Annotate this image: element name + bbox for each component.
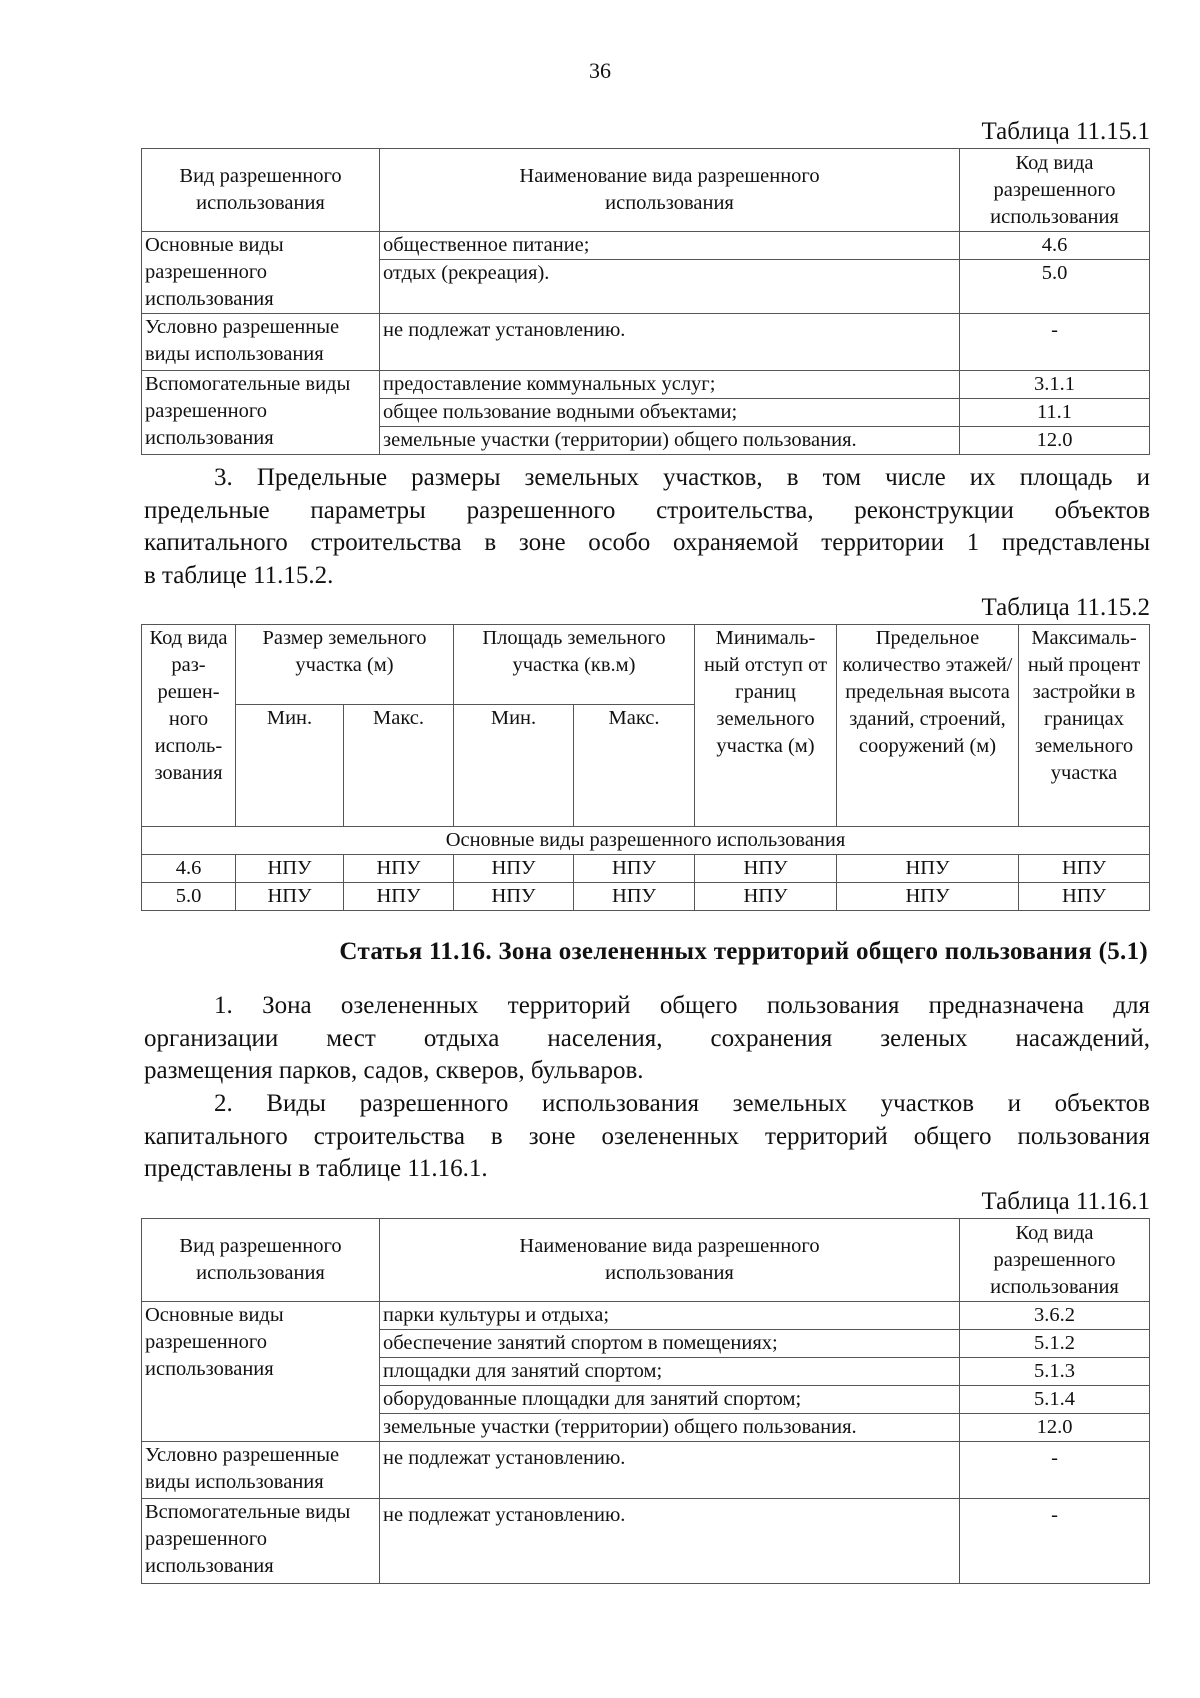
use-code: 4.6 (960, 232, 1150, 260)
table-caption-11-16-1: Таблица 11.16.1 (981, 1188, 1150, 1215)
paragraph-line: представлены в таблице 11.16.1. (144, 1155, 488, 1182)
paragraph-line: капитального строительства в зоне особо охраняемой территории 1 представлены (144, 529, 1150, 556)
use-name: общее пользование водными объектами; (380, 399, 960, 427)
group-label: Вспомогательные виды разрешенного использования (142, 1499, 380, 1584)
header-floors: Предельное количество этажей/ предельная высота зданий, строений, сооружений (м) (837, 625, 1019, 827)
use-code: 12.0 (960, 427, 1150, 455)
header-code: Код вида раз- решен- ного исполь- зования (142, 625, 236, 827)
use-name: отдых (рекреация). (380, 260, 960, 314)
use-name: земельные участки (территории) общего пользования. (380, 427, 960, 455)
table-caption-11-15-1: Таблица 11.15.1 (981, 118, 1150, 145)
use-code: 3.6.2 (960, 1302, 1150, 1330)
header-percent: Максималь- ный процент застройки в границах земельного участка (1019, 625, 1150, 827)
cell: НПУ (574, 883, 695, 911)
use-name: не подлежат установлению. (380, 314, 960, 371)
use-name: оборудованные площадки для занятий спортом; (380, 1386, 960, 1414)
table-caption-11-15-2: Таблица 11.15.2 (981, 594, 1150, 621)
section-row: Основные виды разрешенного использования (142, 827, 1150, 855)
cell: НПУ (695, 883, 837, 911)
cell: НПУ (574, 855, 695, 883)
cell: НПУ (1019, 855, 1150, 883)
header-min: Мин. (236, 705, 344, 827)
header-size: Размер земельного участка (м) (236, 625, 454, 705)
page-number: 36 (589, 58, 611, 83)
header-cell: Вид разрешенного использования (142, 149, 380, 232)
use-name: не подлежат установлению. (380, 1442, 960, 1499)
cell: НПУ (695, 855, 837, 883)
header-max: Макс. (574, 705, 695, 827)
cell: НПУ (454, 883, 574, 911)
use-code: 3.1.1 (960, 371, 1150, 399)
paragraph-1 (144, 990, 1150, 1088)
use-name: площадки для занятий спортом; (380, 1358, 960, 1386)
use-code: 5.0 (960, 260, 1150, 314)
header-cell: Наименование вида разрешенного использования (380, 1219, 960, 1302)
use-code: - (960, 314, 1150, 371)
use-code: 12.0 (960, 1414, 1150, 1442)
use-code: 5.1.2 (960, 1330, 1150, 1358)
header-min: Мин. (454, 705, 574, 827)
group-label: Основные виды разрешенного использования (142, 1302, 380, 1442)
paragraph-2 (144, 1088, 1150, 1186)
group-label: Основные виды разрешенного использования (142, 232, 380, 314)
cell: НПУ (344, 855, 454, 883)
use-code: - (960, 1499, 1150, 1584)
paragraph-line: 2. Виды разрешенного использования земельных участков и объектов (214, 1090, 1150, 1117)
table-row (142, 883, 1150, 911)
paragraph-line: 3. Предельные размеры земельных участков, в том числе их площадь и (214, 464, 1150, 491)
header-offset: Минималь- ный отступ от границ земельного участка (м) (695, 625, 837, 827)
use-name: общественное питание; (380, 232, 960, 260)
paragraph-line: 1. Зона озелененных территорий общего пользования предназначена для (214, 992, 1150, 1019)
paragraph-line: размещения парков, садов, скверов, бульваров. (144, 1057, 644, 1084)
use-code: 5.1.3 (960, 1358, 1150, 1386)
group-label: Условно разрешенные виды использования (142, 314, 380, 371)
cell: НПУ (236, 883, 344, 911)
use-code: 11.1 (960, 399, 1150, 427)
use-code: - (960, 1442, 1150, 1499)
use-name: земельные участки (территории) общего пользования. (380, 1414, 960, 1442)
use-name: парки культуры и отдыха; (380, 1302, 960, 1330)
cell: НПУ (454, 855, 574, 883)
header-cell: Вид разрешенного использования (142, 1219, 380, 1302)
cell: 5.0 (142, 883, 236, 911)
cell: НПУ (236, 855, 344, 883)
table-11-15-2 (141, 624, 1150, 911)
header-cell: Код вида разрешенного использования (960, 1219, 1150, 1302)
group-label: Условно разрешенные виды использования (142, 1442, 380, 1499)
header-area: Площадь земельного участка (кв.м) (454, 625, 695, 705)
header-cell: Наименование вида разрешенного использования (380, 149, 960, 232)
paragraph-line: в таблице 11.15.2. (144, 561, 334, 589)
header-cell: Код вида разрешенного использования (960, 149, 1150, 232)
header-max: Макс. (344, 705, 454, 827)
cell: 4.6 (142, 855, 236, 883)
cell: НПУ (837, 883, 1019, 911)
use-name: не подлежат установлению. (380, 1499, 960, 1584)
table-11-15-1 (141, 148, 1150, 455)
cell: НПУ (1019, 883, 1150, 911)
use-code: 5.1.4 (960, 1386, 1150, 1414)
group-label: Вспомогательные виды разрешенного использования (142, 371, 380, 455)
table-row (142, 855, 1150, 883)
paragraph-line: организации мест отдыха населения, сохранения зеленых насаждений, (144, 1024, 1150, 1052)
use-name: предоставление коммунальных услуг; (380, 371, 960, 399)
article-heading: Статья 11.16. Зона озелененных территорий общего пользования (5.1) (339, 938, 1148, 965)
use-name: обеспечение занятий спортом в помещениях; (380, 1330, 960, 1358)
paragraph-line: капитального строительства в зоне озелененных территорий общего пользования (144, 1122, 1150, 1150)
cell: НПУ (837, 855, 1019, 883)
paragraph-3 (144, 462, 1150, 592)
table-11-16-1 (141, 1218, 1150, 1584)
cell: НПУ (344, 883, 454, 911)
paragraph-line: предельные параметры разрешенного строительства, реконструкции объектов (144, 496, 1150, 524)
